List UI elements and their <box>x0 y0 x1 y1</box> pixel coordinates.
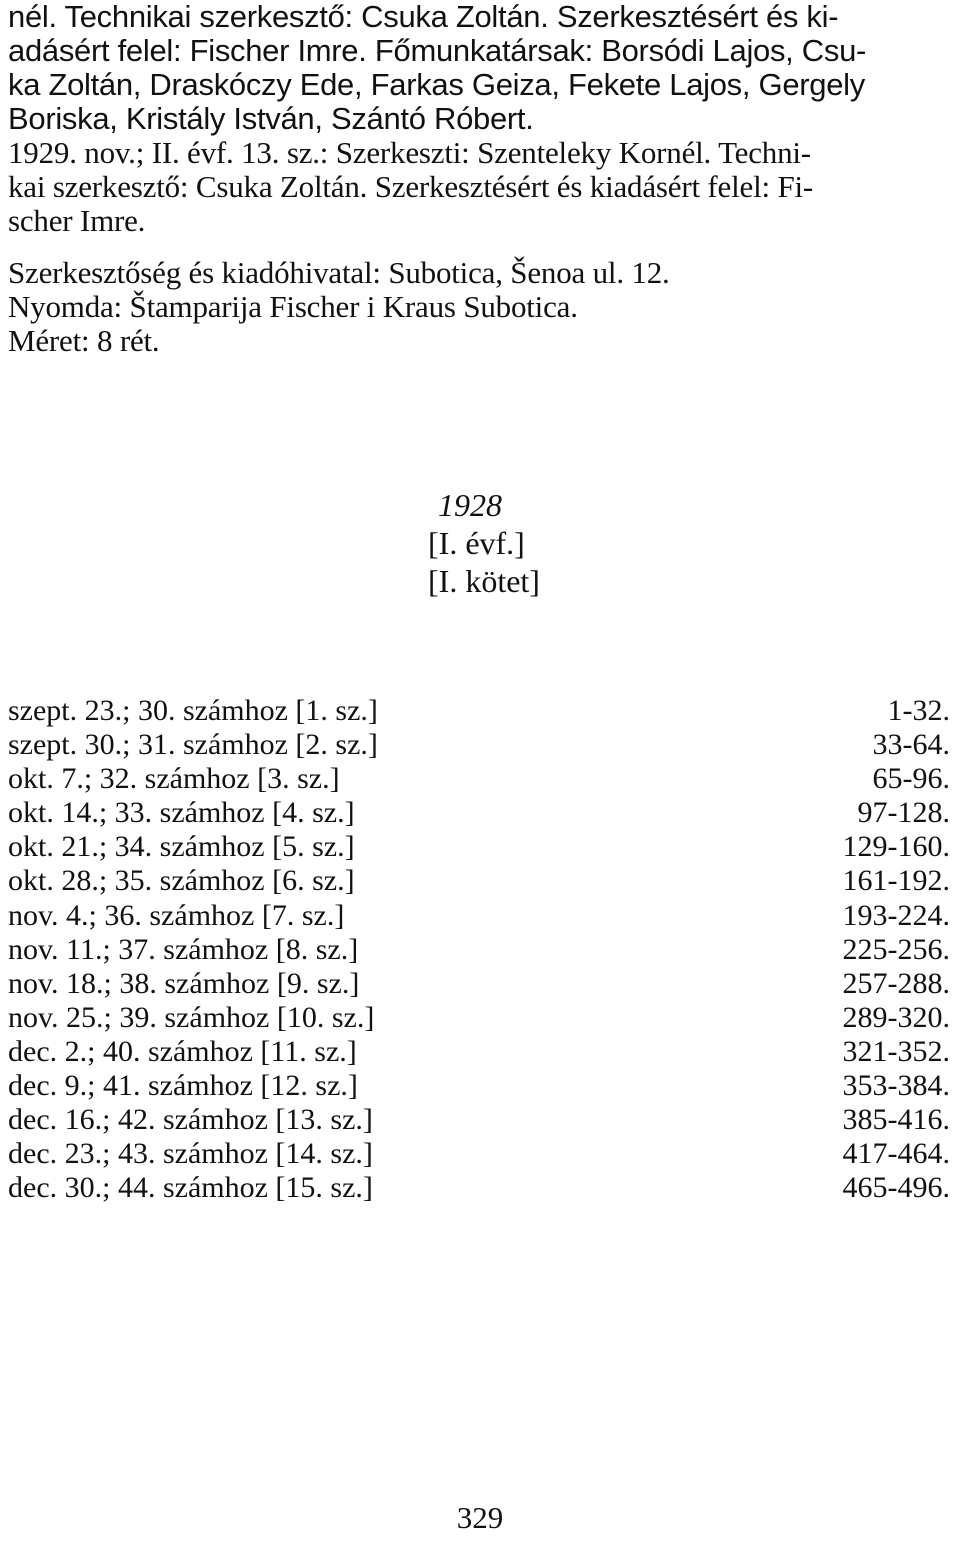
heading-volume: [I. kötet] <box>428 563 540 599</box>
text-line: kai szerkesztő: Csuka Zoltán. Szerkesztésért és kiadásért felel: Fi- <box>8 169 814 204</box>
paragraph-publisher-info <box>8 256 952 358</box>
list-item <box>8 728 952 762</box>
list-item <box>8 1069 952 1103</box>
text-line: 1929. nov.; II. évf. 13. sz.: Szerkeszti: Szenteleky Kornél. Techni- <box>8 135 811 170</box>
issue-pages: 321-352. <box>842 1034 950 1068</box>
text-line: nél. Technikai szerkesztő: Csuka Zoltán. Szerkesztésért és ki- <box>8 0 839 34</box>
heading-year: 1928 <box>438 487 502 523</box>
list-item <box>8 1035 952 1069</box>
page-number: 329 <box>456 1500 504 1535</box>
issue-pages: 65-96. <box>872 762 950 796</box>
text-line: ka Zoltán, Draskóczy Ede, Farkas Geiza, Fekete Lajos, Gergely <box>8 67 865 102</box>
text-line: adásért felel: Fischer Imre. Főmunkatársak: Borsódi Lajos, Csu- <box>8 33 867 68</box>
issue-entry: nov. 25.; 39. számhoz [10. sz.] <box>8 1000 375 1034</box>
issue-entry: dec. 30.; 44. számhoz [15. sz.] <box>8 1171 373 1205</box>
issue-entry: dec. 9.; 41. számhoz [12. sz.] <box>8 1069 358 1103</box>
list-item <box>8 830 952 864</box>
list-item <box>8 933 952 967</box>
list-item <box>8 1001 952 1035</box>
issue-entry: szept. 30.; 31. számhoz [2. sz.] <box>8 728 378 762</box>
issue-entry: nov. 11.; 37. számhoz [8. sz.] <box>8 932 359 966</box>
list-item <box>8 694 952 728</box>
issue-pages: 289-320. <box>842 1000 950 1034</box>
paragraph-1929-issue <box>8 136 952 238</box>
list-item <box>8 1137 952 1171</box>
issue-entry: okt. 21.; 34. számhoz [5. sz.] <box>8 830 355 864</box>
issue-entry: nov. 4.; 36. számhoz [7. sz.] <box>8 898 345 932</box>
issue-pages: 129-160. <box>842 830 950 864</box>
issue-pages: 385-416. <box>842 1103 950 1137</box>
issue-pages: 97-128. <box>857 796 950 830</box>
issue-pages: 225-256. <box>842 932 950 966</box>
list-item <box>8 1171 952 1205</box>
issue-pages: 161-192. <box>842 864 950 898</box>
issue-entry: dec. 16.; 42. számhoz [13. sz.] <box>8 1103 373 1137</box>
issue-pages: 1-32. <box>887 694 950 727</box>
issue-pages: 417-464. <box>842 1137 950 1171</box>
text-line: Szerkesztőség és kiadóhivatal: Subotica, Šenoa ul. 12. <box>8 255 670 290</box>
text-line: Méret: 8 rét. <box>8 323 160 358</box>
issue-entry: okt. 7.; 32. számhoz [3. sz.] <box>8 762 340 796</box>
list-item <box>8 864 952 898</box>
issue-entry: okt. 14.; 33. számhoz [4. sz.] <box>8 796 355 830</box>
issue-pages: 257-288. <box>842 966 950 1000</box>
issue-pages: 33-64. <box>872 728 950 762</box>
paragraph-editors <box>8 0 952 136</box>
text-line: Boriska, Kristály István, Szántó Róbert. <box>8 101 534 136</box>
issue-entry: szept. 23.; 30. számhoz [1. sz.] <box>8 694 378 727</box>
issue-list <box>8 694 952 1205</box>
list-item <box>8 899 952 933</box>
list-item <box>8 967 952 1001</box>
list-item <box>8 1103 952 1137</box>
issue-entry: nov. 18.; 38. számhoz [9. sz.] <box>8 966 360 1000</box>
volume-heading <box>428 486 540 600</box>
issue-pages: 193-224. <box>842 898 950 932</box>
issue-entry: dec. 2.; 40. számhoz [11. sz.] <box>8 1034 357 1068</box>
text-line: scher Imre. <box>8 203 146 238</box>
issue-pages: 353-384. <box>842 1069 950 1103</box>
text-line: Nyomda: Štamparija Fischer i Kraus Subotica. <box>8 289 578 324</box>
list-item <box>8 762 952 796</box>
heading-volume-year: [I. évf.] <box>428 525 525 561</box>
list-item <box>8 796 952 830</box>
issue-entry: okt. 28.; 35. számhoz [6. sz.] <box>8 864 355 898</box>
issue-pages: 465-496. <box>842 1171 950 1205</box>
issue-entry: dec. 23.; 43. számhoz [14. sz.] <box>8 1137 373 1171</box>
